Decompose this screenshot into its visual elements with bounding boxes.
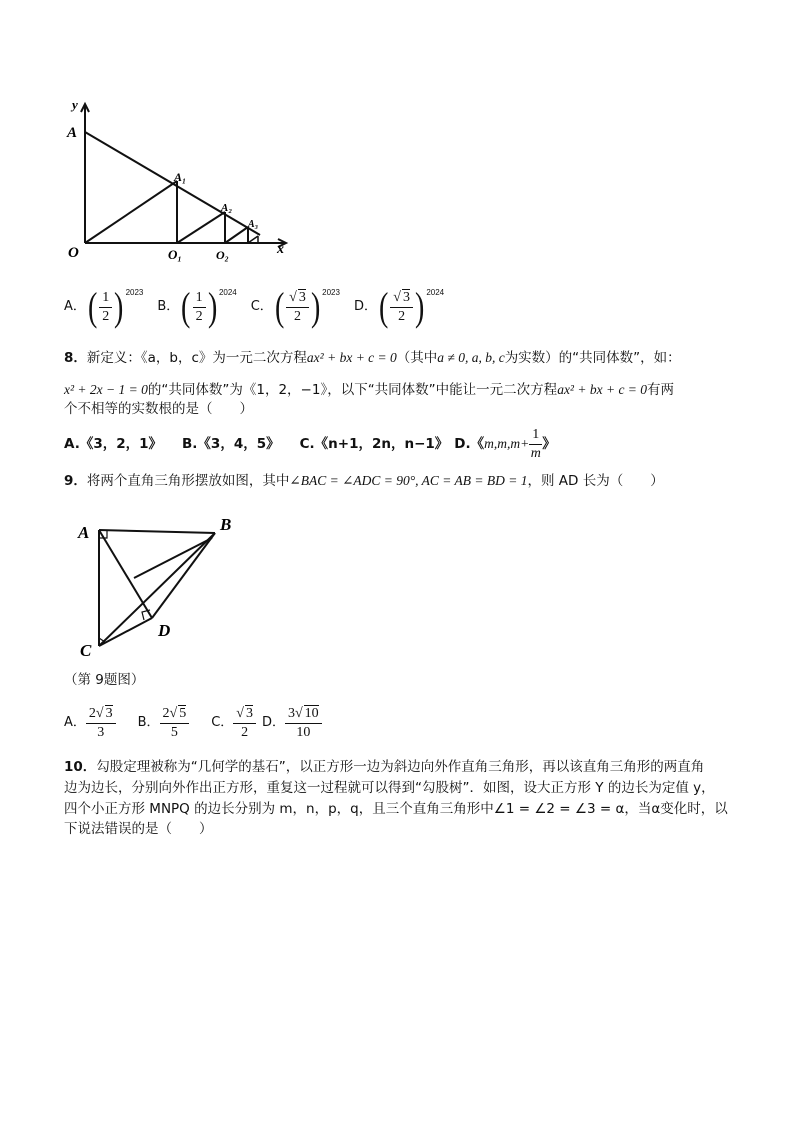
q8-option-a[interactable]: A.《3，2，1》 [64,436,163,452]
label-A1: A₁ [174,170,187,184]
label-x: x [277,242,284,257]
label-A2: A₂ [221,202,233,214]
frac-den: 5 [170,725,178,740]
label-A: A [67,125,78,141]
exponent: 2024 [426,288,445,297]
q8-line3: 个不相等的实数根的是（ ） [64,401,253,417]
q8-text: （其中 [396,350,438,366]
frac-den: 2 [102,308,110,324]
question-number: 10． [64,759,97,775]
q7-option-a[interactable]: A． ( $\frac{1}{2}$ ) 2023 [64,284,144,329]
exponent: 2023 [322,288,340,297]
q8-options [64,426,556,462]
label-O2: O₂ [216,248,229,262]
frac-num: 1 [193,290,206,308]
label-A: A [78,523,90,542]
q7-options [64,285,444,329]
frac-num: 3 [298,290,306,305]
label-O: O [68,245,79,261]
exponent: 2023 [125,288,144,297]
frac-den: 2 [293,309,301,324]
frac-den: 2 [195,308,203,324]
label-y: y [72,97,78,112]
q9-option-d[interactable]: D． $\frac{3√ 10}{10}$ [262,705,322,741]
q9-stem [64,472,664,490]
label-B: B [220,515,232,534]
q7-geometry-figure [60,95,300,265]
label-A3: A₃ [248,219,259,230]
radicand: 3 [105,706,113,721]
radicand: 10 [304,706,319,721]
q7-option-b[interactable]: B． ( $\frac{1}{2}$ ) 2024 [157,284,237,329]
q8-option-d[interactable] [454,427,555,462]
exponent: 2024 [218,288,237,297]
q9-text: ，则 AD 长为（ ） [527,473,664,489]
label-C: C [80,641,92,660]
coef: 2 [162,706,170,721]
question-number: 8． [64,350,87,366]
option-suffix: 》 [542,436,556,452]
option-vars: m,m,m+ [484,436,530,451]
q9-text: 将两个直角三角形摆放如图，其中 [86,473,290,489]
q8-equation: x² + 2x − 1 = 0 [64,382,148,397]
frac-den: 3 [97,725,105,740]
q10-line4: 下说法错误的是（ ） [64,821,213,837]
q8-condition: a ≠ 0, a, b, c [437,350,505,365]
option-letter: C． [250,299,273,314]
q8-option-b[interactable]: B.《3，4，5》 [182,436,280,452]
q7-option-c[interactable]: C． ( $\frac{√ 3}{2}$ ) 2023 [250,284,340,329]
label-O1: O₁ [168,247,182,262]
frac-num: 1 [99,290,112,308]
radicand: 5 [179,706,187,721]
option-letter: B． [157,299,180,314]
q9-options [64,702,322,744]
frac-den: 2 [241,725,249,740]
coef: 2 [88,706,96,721]
option-letter: D． [353,299,377,314]
q10-line1 [64,758,704,776]
q9-option-c[interactable]: C． $\frac{√ 3}{2}$ [211,705,256,741]
option-letter: A． [64,715,86,730]
frac-den: 10 [296,725,311,740]
option-letter: A． [64,299,86,314]
q10-line2: 边为边长，分别向外作出正方形，重复这一过程就可以得到“勾股树”．如图，设大正方形 Y 的边长为定值 y， [64,780,715,796]
q8-equation: ax² + bx + c = 0 [557,382,648,397]
q9-option-b[interactable]: B． $\frac{2√ 5}{5}$ [138,705,190,741]
option-prefix: D.《 [454,436,485,452]
radicand: 3 [245,706,253,721]
q10-line3: 四个小正方形 MNPQ 的边长分别为 m，n，p，q，且三个直角三角形中∠1 = ∠2 = ∠3 = α，当α变化时，以 [64,801,728,817]
label-D: D [158,621,171,640]
q8-text: 有两 [647,382,675,398]
q8-text: 为实数）的“共同体数”，如： [504,350,681,366]
q9-geometry-figure [72,508,252,663]
frac-num: 1 [529,427,542,445]
q9-equation: ∠BAC = ∠ADC = 90°, AC = AB = BD = 1 [289,473,528,488]
q10-text: 勾股定理被称为“几何学的基石”，以正方形一边为斜边向外作直角三角形，再以该直角三角形的两直角 [96,759,705,775]
frac-den: 2 [398,309,406,324]
option-letter: B． [137,715,160,730]
q8-equation: ax² + bx + c = 0 [306,350,397,365]
q8-line1 [64,349,681,367]
option-letter: C． [211,715,234,730]
frac-den: m [530,445,541,461]
q8-option-c[interactable]: C.《n+1，2n，n−1》 [299,436,449,452]
q8-line2 [64,381,674,399]
q7-option-d[interactable]: D． ( $\frac{√ 3}{2}$ ) 2024 [353,284,445,329]
option-letter: D． [261,715,285,730]
q9-option-a[interactable]: A． $\frac{2√ 3}{3}$ [64,705,116,741]
question-number: 9． [64,473,87,489]
coef: 3 [287,706,295,721]
q8-text: 新定义：《a，b，c》为一元二次方程 [86,350,307,366]
frac-num: 3 [402,290,410,305]
q9-caption: （第 9题图） [64,672,145,688]
q8-text: 的“共同体数”为《1，2，−1》，以下“共同体数”中能让一元二次方程 [147,382,558,398]
